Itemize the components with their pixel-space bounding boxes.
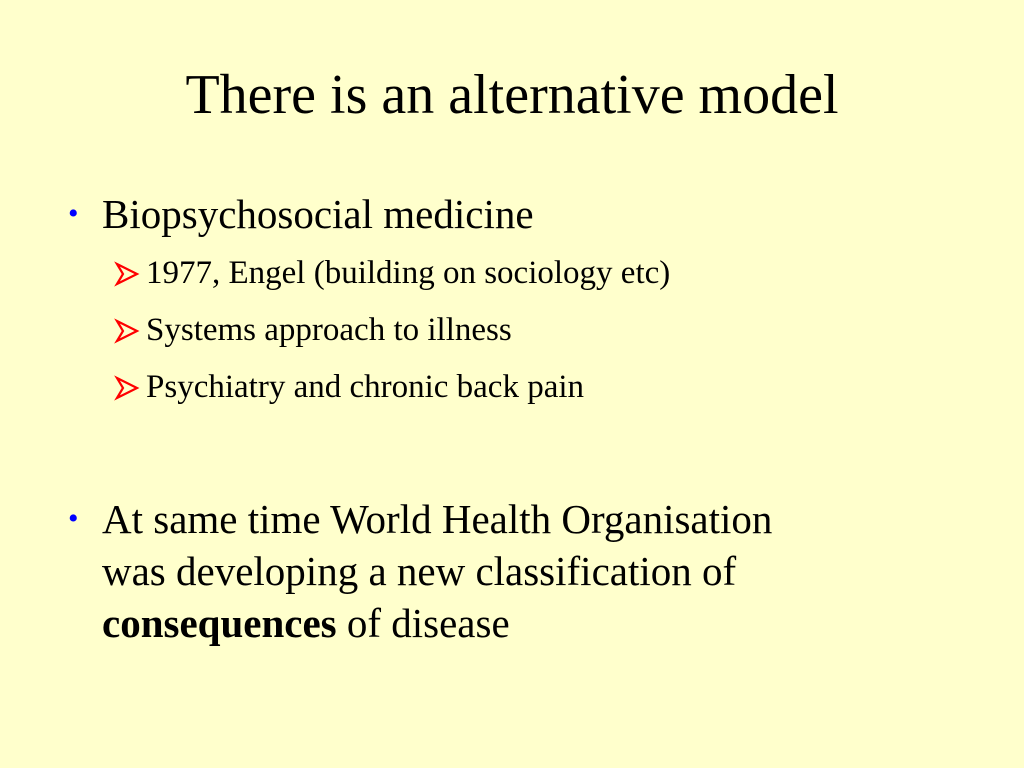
arrow-bullet-icon: [114, 375, 140, 401]
bullet-text-line: At same time World Health Organisation: [102, 496, 773, 542]
bullet-text: Biopsychosocial medicine: [102, 191, 534, 237]
sub-bullet-text: Psychiatry and chronic back pain: [146, 369, 585, 405]
sub-bullet-text: 1977, Engel (building on sociology etc): [146, 255, 671, 291]
bullet-text-rest: of disease: [336, 600, 510, 646]
sub-bullet-text: Systems approach to illness: [146, 312, 512, 348]
dot-bullet-icon: •: [68, 502, 79, 535]
sub-bullet-item: [146, 252, 670, 294]
sub-bullet-item: [146, 309, 512, 351]
bullet-text-line: was developing a new classification of: [102, 548, 737, 594]
slide-title: There is an alternative model: [185, 64, 839, 126]
arrow-bullet-icon: [114, 318, 140, 344]
arrow-bullet-icon: [114, 261, 140, 287]
bullet-item: [68, 188, 534, 240]
sub-bullet-item: [146, 366, 584, 408]
bullet-item: [68, 493, 773, 649]
emphasis-text: consequences: [102, 600, 337, 646]
dot-bullet-icon: •: [68, 197, 79, 230]
bullet-text-line: [102, 597, 772, 649]
